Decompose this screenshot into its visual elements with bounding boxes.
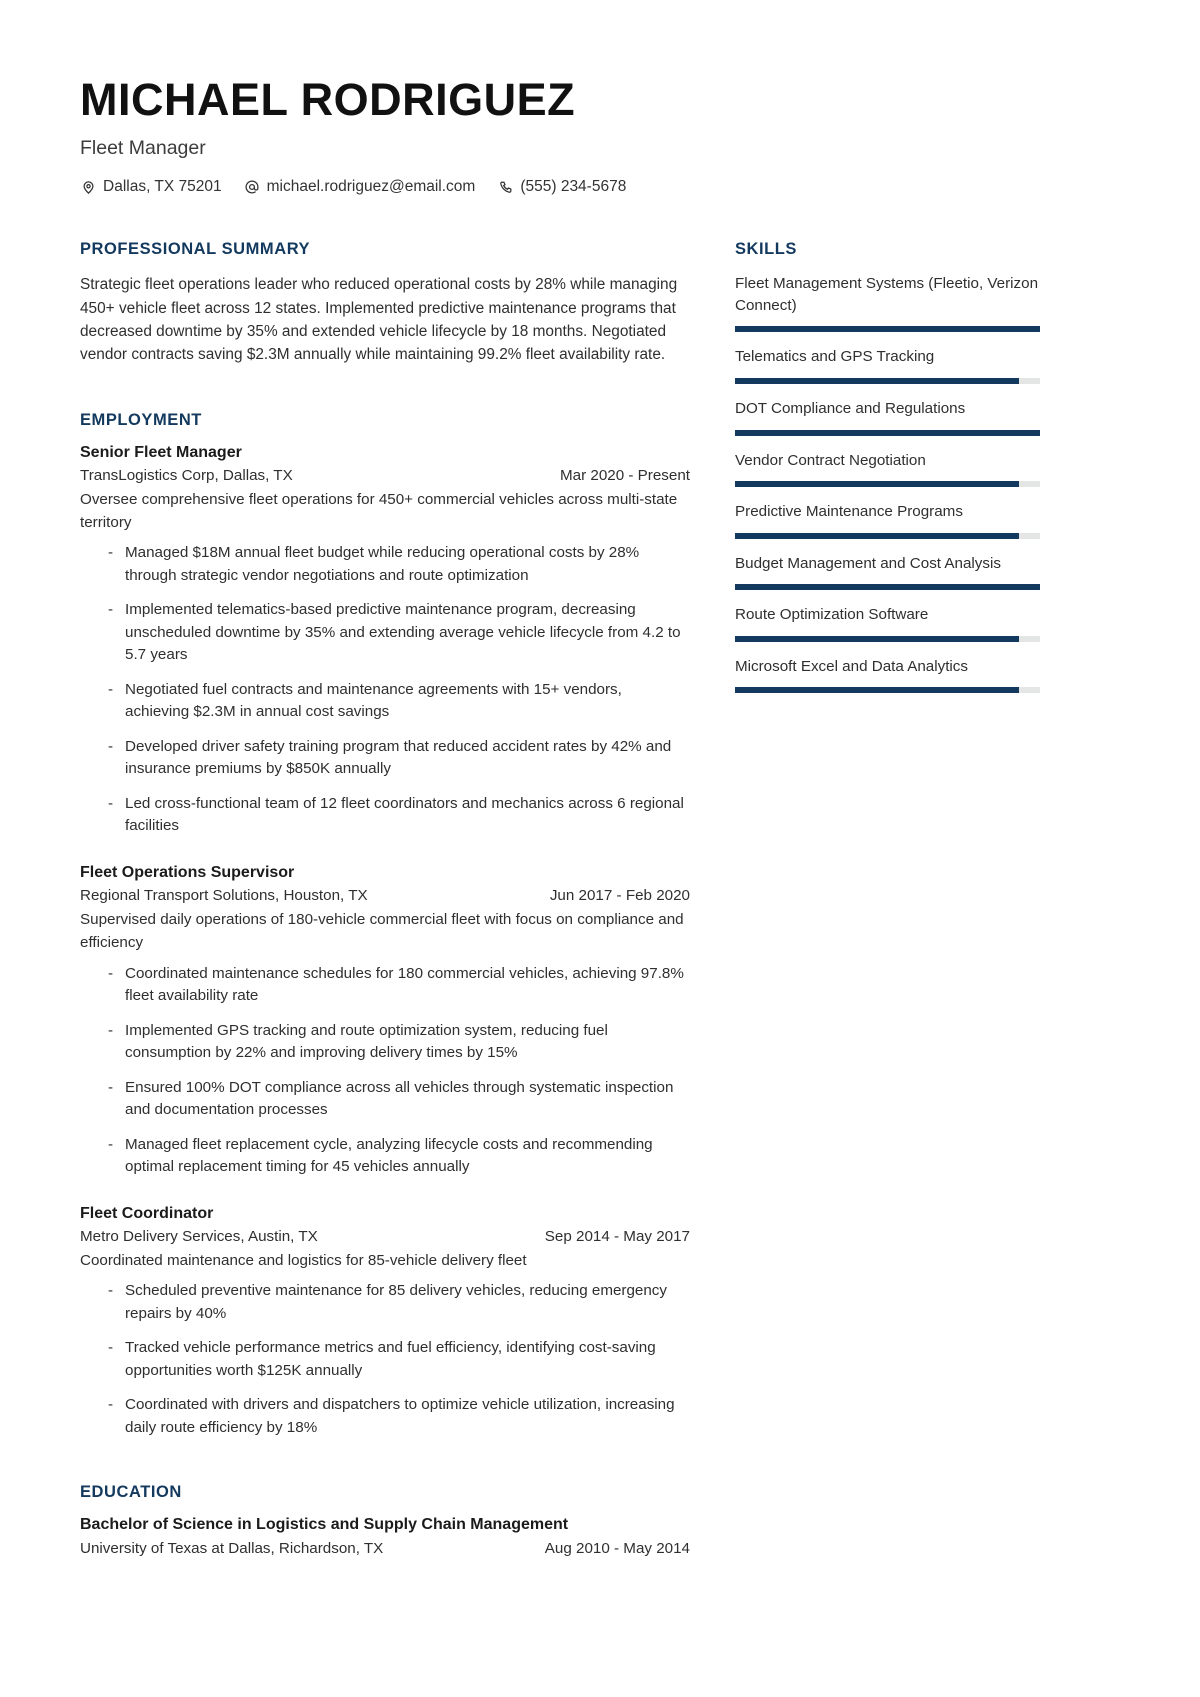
section-professional-summary (80, 240, 690, 367)
bullet-dash-icon: - (108, 737, 114, 755)
job-description: Coordinated maintenance and logistics for 85-vehicle delivery fleet (80, 1251, 527, 1269)
bullet-dash-icon: - (108, 794, 114, 812)
job-description: Oversee comprehensive fleet operations for 450+ commercial vehicles across multi-state territory (80, 490, 678, 531)
bullet-dash-icon: - (108, 1396, 114, 1414)
skill-level-fill (735, 378, 1019, 384)
job-bullet-text: Ensured 100% DOT compliance across all vehicles through systematic inspection and documentation processes (125, 1078, 674, 1119)
job-bullet-text: Coordinated with drivers and dispatchers to optimize vehicle utilization, increasing daily route efficiency by 18% (125, 1396, 675, 1436)
bullet-dash-icon: - (108, 544, 114, 562)
skill-label: Microsoft Excel and Data Analytics (735, 657, 968, 675)
job-bullet (108, 679, 690, 724)
skill-level-fill (735, 326, 1040, 332)
contact-email[interactable] (244, 178, 476, 196)
job-company: Regional Transport Solutions, Houston, TX (80, 886, 368, 904)
skill-level-track (735, 687, 1040, 693)
employment-entry (80, 1205, 690, 1440)
job-bullet-text: Managed $18M annual fleet budget while reducing operational costs by 28% through strategic vendor negotiations and route optimization (125, 544, 640, 584)
education-degree: Bachelor of Science in Logistics and Supply Chain Management (80, 1516, 569, 1534)
job-bullet-text: Developed driver safety training program that reduced accident rates by 42% and insurance premiums by $850K annually (125, 737, 672, 778)
contact-email-text: michael.rodriguez@email.com (266, 178, 476, 196)
skill-item (735, 604, 1040, 642)
job-bullet (108, 542, 690, 587)
skill-level-track (735, 430, 1040, 436)
job-bullet (108, 1337, 690, 1382)
contact-phone[interactable] (497, 178, 626, 196)
job-bullet (108, 736, 690, 781)
bullet-dash-icon: - (108, 601, 114, 619)
job-meta (80, 467, 690, 484)
job-bullet-text: Led cross-functional team of 12 fleet coordinators and mechanics across 6 regional facilities (125, 794, 684, 835)
job-bullet-list (80, 1280, 690, 1439)
main-column (80, 240, 690, 1601)
contact-row (80, 178, 1120, 196)
education-entry (80, 1516, 690, 1557)
skill-level-track (735, 378, 1040, 384)
email-at-icon (244, 179, 260, 195)
skill-level-fill (735, 430, 1040, 436)
candidate-job-title: Fleet Manager (80, 137, 206, 160)
skill-level-track (735, 481, 1040, 487)
job-description: Supervised daily operations of 180-vehicle commercial fleet with focus on compliance and efficiency (80, 910, 684, 951)
job-role: Senior Fleet Manager (80, 443, 242, 461)
skill-item (735, 450, 1040, 488)
job-dates: Jun 2017 - Feb 2020 (549, 886, 690, 904)
education-meta (80, 1540, 690, 1557)
skill-level-fill (735, 481, 1019, 487)
bullet-dash-icon: - (108, 964, 114, 982)
job-bullet-list (80, 542, 690, 838)
resume-header (80, 76, 1120, 196)
education-dates: Aug 2010 - May 2014 (544, 1540, 690, 1558)
job-bullet-text: Implemented GPS tracking and route optimization system, reducing fuel consumption by 22% and improving delivery times by 15% (125, 1021, 608, 1062)
skill-level-track (735, 636, 1040, 642)
employment-entry (80, 444, 690, 838)
job-bullet (108, 793, 690, 838)
resume-body (80, 240, 1120, 1601)
education-list (80, 1516, 690, 1557)
job-bullet-text: Implemented telematics-based predictive maintenance program, decreasing unscheduled downtime by 35% and extending average vehicle lifecycle from 4.2 to 5.7 years (125, 601, 681, 664)
section-heading-employment: EMPLOYMENT (80, 410, 202, 429)
job-bullet (108, 599, 690, 667)
skill-item (735, 553, 1040, 591)
skill-level-fill (735, 533, 1019, 539)
skill-item (735, 398, 1040, 436)
employment-entry (80, 864, 690, 1179)
job-role: Fleet Coordinator (80, 1204, 214, 1222)
contact-phone-text: (555) 234-5678 (520, 178, 627, 196)
skill-item (735, 501, 1040, 539)
skill-label: Vendor Contract Negotiation (735, 451, 926, 469)
job-bullet (108, 1280, 690, 1325)
job-bullet (108, 1394, 690, 1439)
job-bullet-text: Scheduled preventive maintenance for 85 delivery vehicles, reducing emergency repairs by 40% (125, 1282, 667, 1322)
skill-label: DOT Compliance and Regulations (735, 399, 966, 417)
section-employment (80, 411, 690, 1439)
bullet-dash-icon: - (108, 1135, 114, 1153)
job-bullet (108, 1134, 690, 1179)
skill-level-fill (735, 687, 1019, 693)
section-skills (735, 240, 1040, 693)
job-bullet (108, 1077, 690, 1122)
contact-location-text: Dallas, TX 75201 (103, 178, 222, 196)
skill-label: Route Optimization Software (735, 606, 929, 624)
bullet-dash-icon: - (108, 1078, 114, 1096)
bullet-dash-icon: - (108, 1339, 114, 1357)
skill-level-track (735, 533, 1040, 539)
education-school: University of Texas at Dallas, Richardson, TX (80, 1540, 384, 1558)
skill-item (735, 346, 1040, 384)
skill-label: Fleet Management Systems (Fleetio, Verizon Connect) (735, 275, 1039, 314)
job-bullet-text: Coordinated maintenance schedules for 180 commercial vehicles, achieving 97.8% fleet availability rate (125, 964, 684, 1005)
job-company: TransLogistics Corp, Dallas, TX (80, 466, 293, 484)
job-dates: Sep 2014 - May 2017 (544, 1227, 690, 1245)
job-bullet (108, 963, 690, 1008)
job-company: Metro Delivery Services, Austin, TX (80, 1227, 318, 1245)
bullet-dash-icon: - (108, 680, 114, 698)
section-heading-summary: PROFESSIONAL SUMMARY (80, 240, 311, 259)
skill-level-track (735, 326, 1040, 332)
job-dates: Mar 2020 - Present (560, 466, 690, 484)
skill-level-fill (735, 636, 1019, 642)
job-meta (80, 887, 690, 904)
job-bullet-text: Managed fleet replacement cycle, analyzing lifecycle costs and recommending optimal replacement timing for 45 vehicles annually (125, 1135, 653, 1176)
skill-item (735, 273, 1040, 332)
job-bullet-text: Negotiated fuel contracts and maintenance agreements with 15+ vendors, achieving $2.3M in annual cost savings (125, 680, 622, 721)
bullet-dash-icon: - (108, 1282, 114, 1300)
job-bullet-text: Tracked vehicle performance metrics and fuel efficiency, identifying cost-saving opportunities worth $125K annually (125, 1339, 656, 1379)
skill-item (735, 656, 1040, 694)
location-pin-icon (80, 179, 96, 195)
job-bullet-list (80, 963, 690, 1179)
candidate-name: MICHAEL RODRIGUEZ (80, 74, 576, 125)
job-role: Fleet Operations Supervisor (80, 863, 295, 881)
skill-level-fill (735, 584, 1040, 590)
summary-text: Strategic fleet operations leader who reduced operational costs by 28% while managing 450+ vehicle fleet across 12 states. Implemented predictive maintenance programs that decreased downtime by 35% and extended vehicle lifecycle by 18 months. Negotiated vendor contracts saving $2.3M annually while maintaining 99.2% fleet availability rate. (80, 276, 678, 364)
skill-label: Predictive Maintenance Programs (735, 503, 963, 521)
section-education (80, 1483, 690, 1557)
skill-level-track (735, 584, 1040, 590)
skill-label: Telematics and GPS Tracking (735, 348, 935, 366)
bullet-dash-icon: - (108, 1021, 114, 1039)
contact-location (80, 178, 222, 196)
section-heading-skills: SKILLS (735, 240, 797, 259)
skill-label: Budget Management and Cost Analysis (735, 554, 1001, 572)
phone-icon (497, 179, 513, 195)
side-column (735, 240, 1040, 737)
section-heading-education: EDUCATION (80, 1483, 182, 1502)
employment-list (80, 444, 690, 1439)
skills-list (735, 273, 1040, 693)
job-meta (80, 1228, 690, 1245)
job-bullet (108, 1020, 690, 1065)
